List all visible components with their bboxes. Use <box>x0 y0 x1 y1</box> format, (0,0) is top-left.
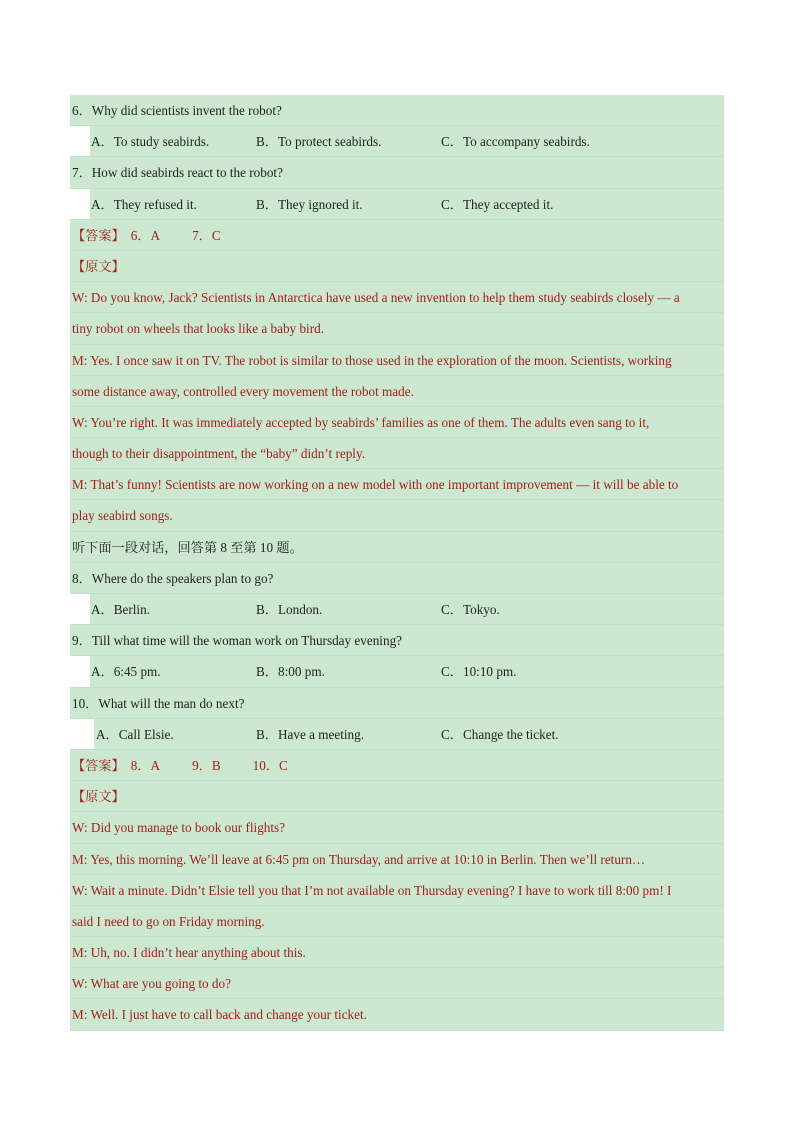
answer-6: 6．A <box>130 227 161 243</box>
option-8b: B．London. <box>256 602 323 617</box>
option-10a: A．Call Elsie. <box>96 726 174 742</box>
option-8a: A．Berlin. <box>91 602 150 617</box>
question-7: 7．How did seabirds react to the robot? <box>70 157 724 188</box>
question-9: 9．Till what time will the woman work on Thursday evening? <box>70 625 724 656</box>
transcript-2-line-1: W: Did you manage to book our flights? <box>70 812 724 843</box>
transcript-2-line-6: W: What are you going to do? <box>70 968 724 999</box>
option-6b: B．To protect seabirds. <box>256 134 382 150</box>
transcript-2-line-5: M: Uh, no. I didn’t hear anything about this. <box>70 937 724 968</box>
answer-9: 9．B <box>192 757 221 773</box>
transcript-1-line-2: tiny robot on wheels that looks like a baby bird. <box>70 313 724 344</box>
transcript-1-line-4: some distance away, controlled every movement the robot made. <box>70 376 724 407</box>
option-8c: C．Tokyo. <box>441 602 500 617</box>
answer-line-1 <box>70 220 724 251</box>
transcript-1-line-3: M: Yes. I once saw it on TV. The robot is similar to those used in the exploration of the moon. Scientists, working <box>70 345 724 376</box>
transcript-label: 【原文】 <box>72 258 125 274</box>
option-6c: C．To accompany seabirds. <box>441 134 590 150</box>
transcript-1-line-5: W: You’re right. It was immediately accepted by seabirds’ families as one of them. The adults even sang to it, <box>70 407 724 438</box>
option-9b: B．8:00 pm. <box>256 664 325 680</box>
transcript-1-line-8: play seabird songs. <box>70 500 724 531</box>
document-body <box>70 95 724 1031</box>
answer-8: 8．A <box>130 757 161 773</box>
question-10: 10．What will the man do next? <box>70 688 724 719</box>
transcript-label-1 <box>70 251 724 282</box>
question-10-options <box>70 719 724 750</box>
answer-line-2 <box>70 750 724 781</box>
question-9-options <box>70 656 724 687</box>
answer-7: 7．C <box>192 227 221 243</box>
transcript-label: 【原文】 <box>72 789 125 805</box>
question-7-options <box>70 189 724 220</box>
transcript-2-line-7: M: Well. I just have to call back and change your ticket. <box>70 999 724 1030</box>
option-9a: A．6:45 pm. <box>91 664 161 680</box>
transcript-2-line-2: M: Yes, this morning. We’ll leave at 6:45 pm on Thursday, and arrive at 10:10 in Berlin. Then we’ll return… <box>70 844 724 875</box>
option-10c: C．Change the ticket. <box>441 726 559 742</box>
question-8-options <box>70 594 724 625</box>
answer-label: 【答案】 <box>72 757 125 773</box>
question-6-options <box>70 126 724 157</box>
option-9c: C．10:10 pm. <box>441 664 517 680</box>
transcript-1-line-6: though to their disappointment, the “baby” didn’t reply. <box>70 438 724 469</box>
listening-instruction: 听下面一段对话，回答第 8 至第 10 题。 <box>70 532 724 563</box>
question-8: 8．Where do the speakers plan to go? <box>70 563 724 594</box>
transcript-1-line-7: M: That’s funny! Scientists are now working on a new model with one important improvement — it will be able to <box>70 469 724 500</box>
transcript-1-line-1: W: Do you know, Jack? Scientists in Antarctica have used a new invention to help them study seabirds closely — a <box>70 282 724 313</box>
transcript-label-2 <box>70 781 724 812</box>
option-7b: B．They ignored it. <box>256 196 363 212</box>
option-6a: A．To study seabirds. <box>91 134 210 150</box>
option-10b: B．Have a meeting. <box>256 726 365 742</box>
option-7a: A．They refused it. <box>91 196 197 212</box>
answer-label: 【答案】 <box>72 227 125 243</box>
answer-10: 10．C <box>252 757 288 773</box>
question-6: 6．Why did scientists invent the robot? <box>70 95 724 126</box>
option-7c: C．They accepted it. <box>441 196 554 212</box>
transcript-2-line-4: said I need to go on Friday morning. <box>70 906 724 937</box>
transcript-2-line-3: W: Wait a minute. Didn’t Elsie tell you that I’m not available on Thursday evening? I have to work till 8:00 pm! I <box>70 875 724 906</box>
